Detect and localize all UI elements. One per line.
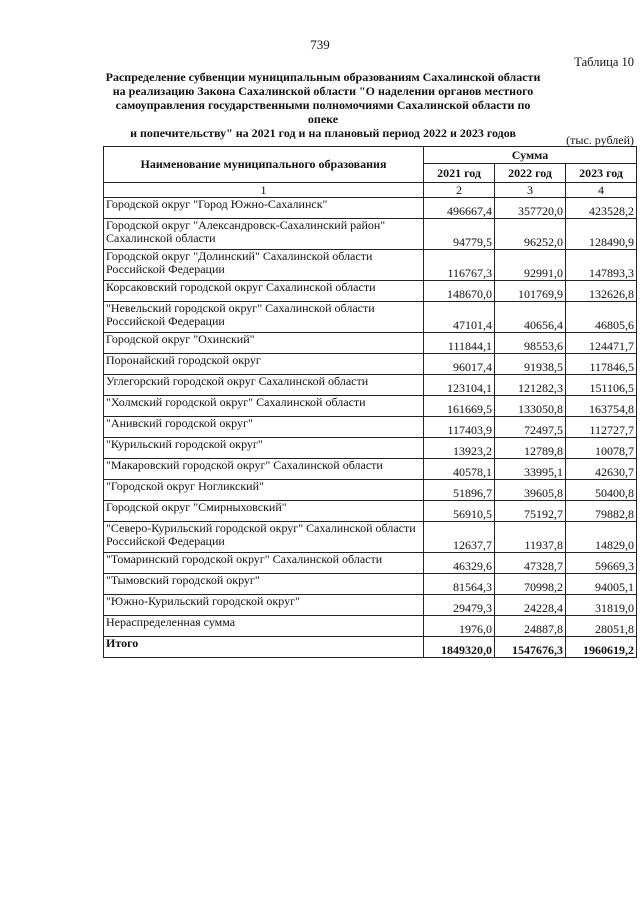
value-2023: 423528,2 <box>566 198 637 219</box>
value-2023: 151106,5 <box>566 375 637 396</box>
table-row <box>104 522 637 553</box>
value-2022: 101769,9 <box>495 281 566 302</box>
municipality-name: Городской округ "Охинский" <box>104 333 424 354</box>
title-line: и попечительству" на 2021 год и на плановый период 2022 и 2023 годов <box>130 126 516 140</box>
table-total-row <box>104 637 637 658</box>
value-2022: 98553,6 <box>495 333 566 354</box>
value-2023: 28051,8 <box>566 616 637 637</box>
municipality-name: "Анивский городской округ" <box>104 417 424 438</box>
table-row <box>104 417 637 438</box>
value-2021: 117403,9 <box>424 417 495 438</box>
value-2022: 24887,8 <box>495 616 566 637</box>
value-2023: 42630,7 <box>566 459 637 480</box>
value-2021: 40578,1 <box>424 459 495 480</box>
title-line: Распределение субвенции муниципальным образованиям Сахалинской области <box>105 70 541 84</box>
municipality-name: "Томаринский городской округ" Сахалинской области <box>104 553 424 574</box>
value-2021: 96017,4 <box>424 354 495 375</box>
value-2023: 112727,7 <box>566 417 637 438</box>
value-2021: 111844,1 <box>424 333 495 354</box>
table-row <box>104 459 637 480</box>
municipality-name: "Северо-Курильский городской округ" Сахалинской области Российской Федерации <box>104 522 424 553</box>
value-2022: 96252,0 <box>495 219 566 250</box>
total-2022: 1547676,3 <box>495 637 566 658</box>
value-2021: 148670,0 <box>424 281 495 302</box>
value-2021: 13923,2 <box>424 438 495 459</box>
municipality-name: "Невельский городской округ" Сахалинской области Российской Федерации <box>104 302 424 333</box>
table-row <box>104 281 637 302</box>
municipality-name: "Городской округ Ногликский" <box>104 480 424 501</box>
value-2023: 132626,8 <box>566 281 637 302</box>
municipality-name: Городской округ "Город Южно-Сахалинск" <box>104 198 424 219</box>
value-2023: 147893,3 <box>566 250 637 281</box>
table-row <box>104 480 637 501</box>
value-2023: 14829,0 <box>566 522 637 553</box>
municipality-name: Углегорский городской округ Сахалинской области <box>104 375 424 396</box>
total-2021: 1849320,0 <box>424 637 495 658</box>
value-2022: 33995,1 <box>495 459 566 480</box>
municipality-name: "Холмский городской округ" Сахалинской области <box>104 396 424 417</box>
header-year-2022: 2022 год <box>495 164 566 183</box>
value-2022: 12789,8 <box>495 438 566 459</box>
value-2023: 124471,7 <box>566 333 637 354</box>
header-year-2021: 2021 год <box>424 164 495 183</box>
subvention-table <box>103 146 637 658</box>
table-row <box>104 375 637 396</box>
value-2023: 79882,8 <box>566 501 637 522</box>
value-2021: 116767,3 <box>424 250 495 281</box>
value-2022: 11937,8 <box>495 522 566 553</box>
value-2021: 51896,7 <box>424 480 495 501</box>
value-2021: 94779,5 <box>424 219 495 250</box>
table-row <box>104 595 637 616</box>
value-2023: 31819,0 <box>566 595 637 616</box>
total-2023: 1960619,2 <box>566 637 637 658</box>
column-number: 3 <box>495 183 566 198</box>
header-sum: Сумма <box>424 147 637 164</box>
municipality-name: Поронайский городской округ <box>104 354 424 375</box>
value-2021: 47101,4 <box>424 302 495 333</box>
value-2022: 47328,7 <box>495 553 566 574</box>
table-label: Таблица 10 <box>574 55 634 69</box>
value-2022: 75192,7 <box>495 501 566 522</box>
value-2021: 161669,5 <box>424 396 495 417</box>
value-2022: 70998,2 <box>495 574 566 595</box>
table-row <box>104 574 637 595</box>
municipality-name: Городской округ "Долинский" Сахалинской области Российской Федерации <box>104 250 424 281</box>
document-title <box>100 70 546 140</box>
value-2022: 133050,8 <box>495 396 566 417</box>
column-number: 1 <box>104 183 424 198</box>
value-2023: 128490,9 <box>566 219 637 250</box>
municipality-name: Корсаковский городской округ Сахалинской области <box>104 281 424 302</box>
value-2023: 94005,1 <box>566 574 637 595</box>
table-row <box>104 354 637 375</box>
value-2021: 12637,7 <box>424 522 495 553</box>
value-2021: 56910,5 <box>424 501 495 522</box>
value-2023: 117846,5 <box>566 354 637 375</box>
units-label: (тыс. рублей) <box>566 133 634 147</box>
value-2022: 357720,0 <box>495 198 566 219</box>
value-2022: 24228,4 <box>495 595 566 616</box>
table-row <box>104 501 637 522</box>
value-2022: 91938,5 <box>495 354 566 375</box>
table-row <box>104 333 637 354</box>
value-2021: 46329,6 <box>424 553 495 574</box>
table-row <box>104 396 637 417</box>
table-row <box>104 553 637 574</box>
value-2022: 39605,8 <box>495 480 566 501</box>
value-2021: 81564,3 <box>424 574 495 595</box>
total-label: Итого <box>104 637 424 658</box>
municipality-name: Городской округ "Смирныховский" <box>104 501 424 522</box>
municipality-name: "Тымовский городской округ" <box>104 574 424 595</box>
column-number: 2 <box>424 183 495 198</box>
header-name: Наименование муниципального образования <box>104 147 424 183</box>
value-2023: 50400,8 <box>566 480 637 501</box>
municipality-name: "Макаровский городской округ" Сахалинской области <box>104 459 424 480</box>
value-2022: 40656,4 <box>495 302 566 333</box>
title-line: самоуправления государственными полномочиями Сахалинской области по опеке <box>115 98 531 126</box>
value-2021: 1976,0 <box>424 616 495 637</box>
municipality-name: "Курильский городской округ" <box>104 438 424 459</box>
header-year-2023: 2023 год <box>566 164 637 183</box>
value-2021: 496667,4 <box>424 198 495 219</box>
value-2022: 121282,3 <box>495 375 566 396</box>
value-2022: 92991,0 <box>495 250 566 281</box>
value-2023: 10078,7 <box>566 438 637 459</box>
column-number: 4 <box>566 183 637 198</box>
table-row <box>104 302 637 333</box>
table-row <box>104 198 637 219</box>
value-2021: 123104,1 <box>424 375 495 396</box>
table-row <box>104 438 637 459</box>
value-2023: 46805,6 <box>566 302 637 333</box>
municipality-name: "Южно-Курильский городской округ" <box>104 595 424 616</box>
value-2023: 163754,8 <box>566 396 637 417</box>
value-2021: 29479,3 <box>424 595 495 616</box>
value-2022: 72497,5 <box>495 417 566 438</box>
title-line: на реализацию Закона Сахалинской области "О наделении органов местного <box>112 84 534 98</box>
table-row <box>104 616 637 637</box>
table-row <box>104 250 637 281</box>
value-2023: 59669,3 <box>566 553 637 574</box>
municipality-name: Нераспределенная сумма <box>104 616 424 637</box>
municipality-name: Городской округ "Александровск-Сахалинский район" Сахалинской области <box>104 219 424 250</box>
page-number: 739 <box>310 37 330 52</box>
table-row <box>104 219 637 250</box>
